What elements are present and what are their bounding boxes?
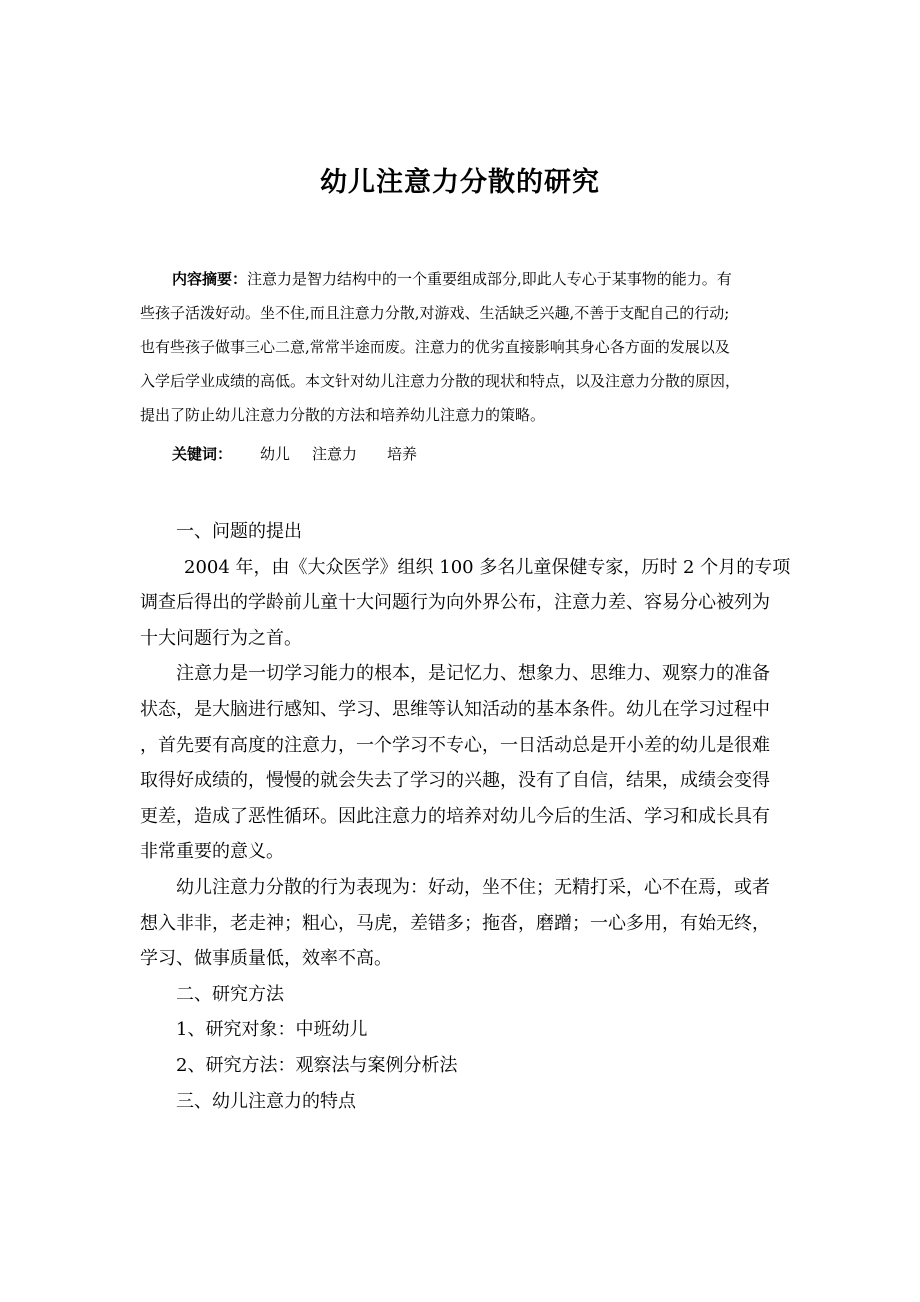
keyword-item: 幼儿 [260,445,291,463]
document-title: 幼儿注意力分散的研究 [320,167,600,198]
paragraph-line: ，首先要有高度的注意力，一个学习不专心，一日活动总是开小差的幼儿是很难 [140,734,770,756]
keywords-label: 关键词： [172,445,233,463]
paragraph-line: 注意力是一切学习能力的根本，是记忆力、想象力、思维力、观察力的准备 [176,663,770,685]
abstract-label: 内容摘要： [172,270,248,288]
abstract-line: 内容摘要：注意力是智力结构中的一个重要组成部分,即此人专心于某事物的能力。有 [172,270,732,288]
abstract-line: 些孩子活泼好动。坐不住,而且注意力分散,对游戏、生活缺乏兴趣,不善于支配自己的行动; [140,304,730,322]
section-heading: 二、研究方法 [176,983,284,1005]
paragraph-line: 2004 年，由《大众医学》组织 100 多名儿童保健专家，历时 2 个月的专项 [184,556,791,578]
abstract-line: 提出了防止幼儿注意力分散的方法和培养幼儿注意力的策略。 [140,406,546,424]
list-item: 2、研究方法：观察法与案例分析法 [176,1054,458,1076]
paragraph-line: 非常重要的意义。 [140,841,284,863]
abstract-line: 也有些孩子做事三心二意,常常半途而废。注意力的优劣直接影响其身心各方面的发展以及 [140,338,730,356]
section-heading: 一、问题的提出 [176,521,302,542]
paragraph-line: 十大问题行为之首。 [140,627,302,649]
list-item: 1、研究对象：中班幼儿 [176,1019,368,1041]
abstract-section [140,262,788,432]
paragraph-line: 更差，造成了恶性循环。因此注意力的培养对幼儿今后的生活、学习和成长具有 [140,805,770,827]
keyword-item: 培养 [387,445,418,463]
abstract-line: 入学后学业成绩的高低。本文针对幼儿注意力分散的现状和特点，以及注意力分散的原因， [140,372,741,390]
paragraph-line: 调查后得出的学龄前儿童十大问题行为向外界公布，注意力差、容易分心被列为 [140,592,770,614]
paragraph-line: 幼儿注意力分散的行为表现为：好动，坐不住；无精打采，心不在焉，或者 [176,876,770,898]
paragraph-line: 取得好成绩的，慢慢的就会失去了学习的兴趣，没有了自信，结果，成绩会变得 [140,770,770,792]
keywords-section [172,442,417,466]
section-heading: 三、幼儿注意力的特点 [176,1090,356,1112]
body-text [140,514,790,1119]
paragraph-line: 状态，是大脑进行感知、学习、思维等认知活动的基本条件。幼儿在学习过程中 [140,698,770,720]
paragraph-line: 想入非非，老走神；粗心，马虎，差错多；拖沓，磨蹭；一心多用，有始无终， [140,912,770,934]
keyword-item: 注意力 [312,445,358,463]
paragraph-line: 学习、做事质量低，效率不高。 [140,948,392,970]
